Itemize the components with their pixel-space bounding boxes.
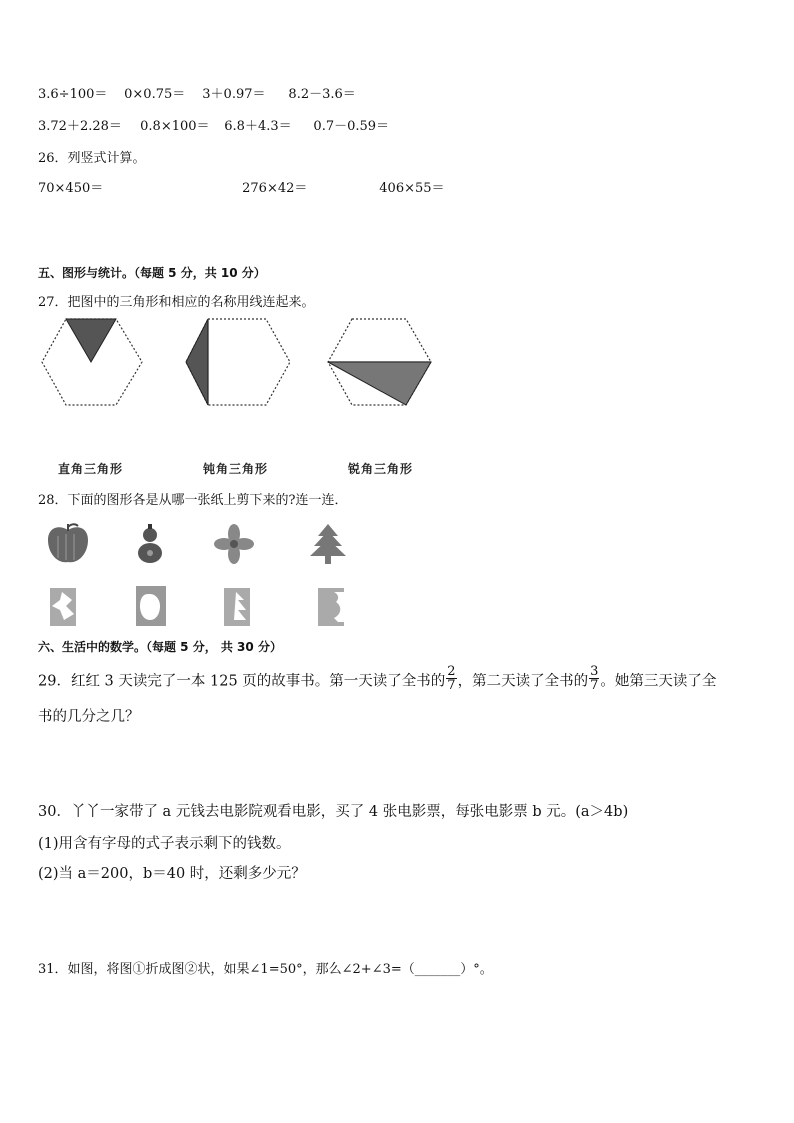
section-5-title: 五、图形与统计。（每题 5 分，共 10 分） (38, 266, 266, 280)
gourd-icon (138, 524, 162, 563)
calc-item: 0.8×100＝ (140, 119, 210, 134)
q26-items (38, 177, 445, 196)
hexagon-acute-triangle (328, 319, 431, 405)
fraction-denominator: 7 (447, 678, 456, 693)
calc-item: 0.7－0.59＝ (313, 119, 390, 134)
fraction-denominator: 7 (590, 678, 599, 693)
flower-icon (214, 524, 254, 564)
fraction-three-sevenths (589, 665, 599, 692)
q29-line-2: 书的几分之几？ (38, 709, 140, 725)
mental-calc-row-1 (38, 83, 356, 102)
calc-item: 6.8＋4.3＝ (224, 119, 292, 134)
q28-cut-papers-row (38, 584, 368, 630)
cut-paper-leaf-icon (50, 588, 76, 626)
q29-text-3: 。她第三天读了全 (600, 673, 717, 690)
q27-title: 27．把图中的三角形和相应的名称用线连起来。 (38, 295, 315, 310)
q30-sub-2: (2)当 a＝200，b＝40 时，还剩多少元？ (38, 866, 306, 882)
q29-line-1 (38, 664, 717, 695)
q27-hexagons-figure (38, 315, 458, 415)
q28-title: 28．下面的图形各是从哪一张纸上剪下来的?连一连． (38, 493, 348, 508)
fraction-numerator: 3 (590, 664, 599, 679)
calc-item: 3＋0.97＝ (202, 87, 266, 102)
fraction-numerator: 2 (447, 664, 456, 679)
apple-icon (48, 524, 88, 562)
calc-item: 8.2－3.6＝ (288, 87, 356, 102)
label-acute-triangle: 锐角三角形 (348, 462, 414, 476)
tree-icon (310, 524, 346, 564)
q29-text-1: 29．红红 3 天读完了一本 125 页的故事书。第一天读了全书的 (38, 673, 446, 690)
hexagon-right-triangle (42, 319, 142, 405)
vertical-calc-item: 276×42＝ (242, 181, 308, 196)
label-right-triangle: 直角三角形 (58, 462, 124, 476)
section-6-title: 六、生活中的数学。（每题 5 分， 共 30 分） (38, 640, 282, 654)
cut-paper-tree-icon (224, 588, 250, 626)
q30-sub-1: (1)用含有字母的式子表示剩下的钱数。 (38, 836, 291, 852)
fraction-two-sevenths (446, 665, 456, 692)
vertical-calc-item: 406×55＝ (379, 181, 445, 196)
q26-title: 26．列竖式计算。 (38, 151, 146, 166)
q29-text-2: ，第二天读了全书的 (457, 673, 589, 690)
label-obtuse-triangle: 钝角三角形 (203, 462, 269, 476)
cut-paper-gourd-icon (318, 588, 344, 626)
q31-title: 31．如图，将图①折成图②状，如果∠1=50°，那么∠2+∠3=（_______）°。 (38, 962, 493, 977)
hexagon-obtuse-triangle (186, 319, 290, 405)
vertical-calc-item: 70×450＝ (38, 181, 104, 196)
mental-calc-row-2 (38, 115, 389, 134)
q30-title: 30．丫丫一家带了 a 元钱去电影院观看电影，买了 4 张电影票，每张电影票 b 元。(a＞4b) (38, 804, 629, 820)
calc-item: 3.6÷100＝ (38, 87, 108, 102)
cut-paper-apple-icon (136, 586, 166, 626)
calc-item: 3.72＋2.28＝ (38, 119, 122, 134)
q28-shapes-row (38, 522, 368, 568)
calc-item: 0×0.75＝ (124, 87, 186, 102)
